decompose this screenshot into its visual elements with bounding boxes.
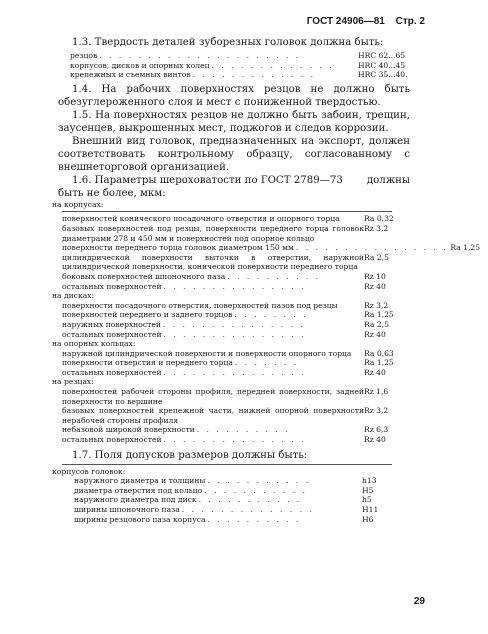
roughness-item: поверхностей конического посадочного отверстия и опорного торца Ra 0,32 bbox=[62, 214, 394, 224]
divider bbox=[62, 464, 392, 465]
roughness-item: поверхности посадочного отверстия, поверхностей пазов под резцы Rz 3,2 bbox=[62, 300, 389, 310]
roughness-item: поверхности отверстия и переднего торца . . . . . . . Ra 1,25 bbox=[62, 358, 394, 368]
roughness-item: наружной цилиндрической поверхности и поверхности опорного торца Ra 0,63 bbox=[62, 348, 394, 358]
roughness-list bbox=[52, 199, 481, 445]
roughness-item: небазовой широкой поверхности . . . . . . . . . . Rz 6,3 bbox=[62, 425, 389, 435]
section-1-4: 1.4. На рабочих поверхностях резцов не должно быть обезуглероженного слоя и мест с пониженной твердостью. bbox=[58, 83, 410, 108]
hardness-item: корпусов, дисков и опорных колец . . . . . . . . . . . . . HRC 40...45 bbox=[70, 60, 406, 70]
section-1-6-title: 1.6. Параметры шероховатости по ГОСТ 2789—73 должны bbox=[72, 174, 410, 186]
main-text bbox=[52, 36, 481, 524]
category-label: на дисках: bbox=[52, 291, 95, 301]
roughness-item: остальных поверхностей . . . . . . . . . . . . . . . Rz 40 bbox=[62, 367, 386, 377]
category-label: корпусов головок: bbox=[52, 466, 126, 476]
standard-number: ГОСТ 24906—81 bbox=[306, 16, 385, 27]
tolerance-item: наружного диаметра и толщины . . . . . . . . . . . h13 bbox=[74, 476, 377, 486]
section-1-7-title: 1.7. Поля допусков размеров должны быть: bbox=[72, 449, 308, 461]
roughness-item: базовых поверхностей крепежной части, нижней опорной поверхности нерабочей стороны профиля Rz 3,2 bbox=[62, 406, 389, 425]
tolerance-item: ширины резцового паза корпуса . . . . . . . . . . H6 bbox=[74, 514, 374, 524]
tolerance-list bbox=[52, 464, 402, 525]
tolerance-item: ширины шпоночного паза . . . . . . . . . . . . . . H11 bbox=[74, 505, 379, 514]
hardness-list bbox=[70, 51, 410, 80]
divider bbox=[62, 211, 392, 212]
roughness-item: наружных поверхностей . . . . . . . . . . . . . . . Ra 2,5 bbox=[62, 319, 389, 329]
roughness-item: остальных поверхностей . . . . . . . . . . . . . . . Rz 40 bbox=[62, 329, 386, 339]
roughness-item: остальных поверхностей . . . . . . . . . . . . . . . Rz 40 bbox=[62, 435, 386, 445]
roughness-item: цилиндрической поверхности выточки в отверстии, наружной цилиндрической поверхности, конической поверхности переднего торца Ra 2,5 bbox=[62, 252, 389, 272]
section-1-3-title: 1.3. Твердость деталей зуборезных головок должна быть: bbox=[72, 37, 384, 48]
category-label: на резцах: bbox=[52, 377, 94, 387]
page-header bbox=[307, 16, 425, 27]
tolerance-item: диаметра отверстия под кольцо . . . . . . . . . . . H5 bbox=[74, 485, 374, 495]
roughness-item: поверхности переднего торца головок диаметром 150 мм . . . . . . . . . . . . . . . . Ra 1,25 bbox=[62, 243, 481, 253]
roughness-item: поверхностей переднего и заднего торцов . . . . . . . . Ra 1,25 bbox=[62, 310, 394, 320]
category-label: на корпусах: bbox=[52, 199, 104, 209]
roughness-item: остальных поверхностей . . . . . . . . . . . . . . . Rz 40 bbox=[62, 281, 386, 291]
tolerance-item: наружного диаметра под диск . . . . . . . . . . . h5 bbox=[74, 495, 372, 505]
category-label: на опорных кольцах: bbox=[52, 339, 136, 349]
roughness-item: базовых поверхностей под резцы, поверхности переднего торца головок диаметрами 278 и 450 мм и поверхностей под опорное кольцо Rz 3,2 bbox=[62, 223, 389, 243]
section-1-5: 1.5. На поверхностях резцов не должно быть забоин, трещин, заусенцев, выкрошенных мест, поджогов и следов коррозии. bbox=[58, 109, 410, 134]
roughness-item: боковых поверхностей шпоночного паза . . . . . . . . . . Rz 10 bbox=[62, 271, 386, 281]
hardness-item: резцов . . . . . . . . . . . . . . . . . . . . . HRC 62...65 bbox=[70, 51, 406, 60]
page-label: Стр. 2 bbox=[395, 16, 425, 27]
hardness-item: крепежных и съемных винтов . . . . . . . . . . . . . HRC 35...40. bbox=[70, 70, 408, 80]
section-1-6-title-cont: быть не более, мкм: bbox=[58, 187, 166, 199]
page-number: 29 bbox=[413, 596, 425, 607]
roughness-item: поверхностей рабочей стороны профиля, передней поверхности, задней поверхности по вершине Rz 1,6 bbox=[62, 387, 389, 406]
export-paragraph: Внешний вид головок, предназначенных на экспорт, должен соответствовать контрольному образцу, согласованному с внешнеторговой организацией. bbox=[58, 135, 410, 173]
